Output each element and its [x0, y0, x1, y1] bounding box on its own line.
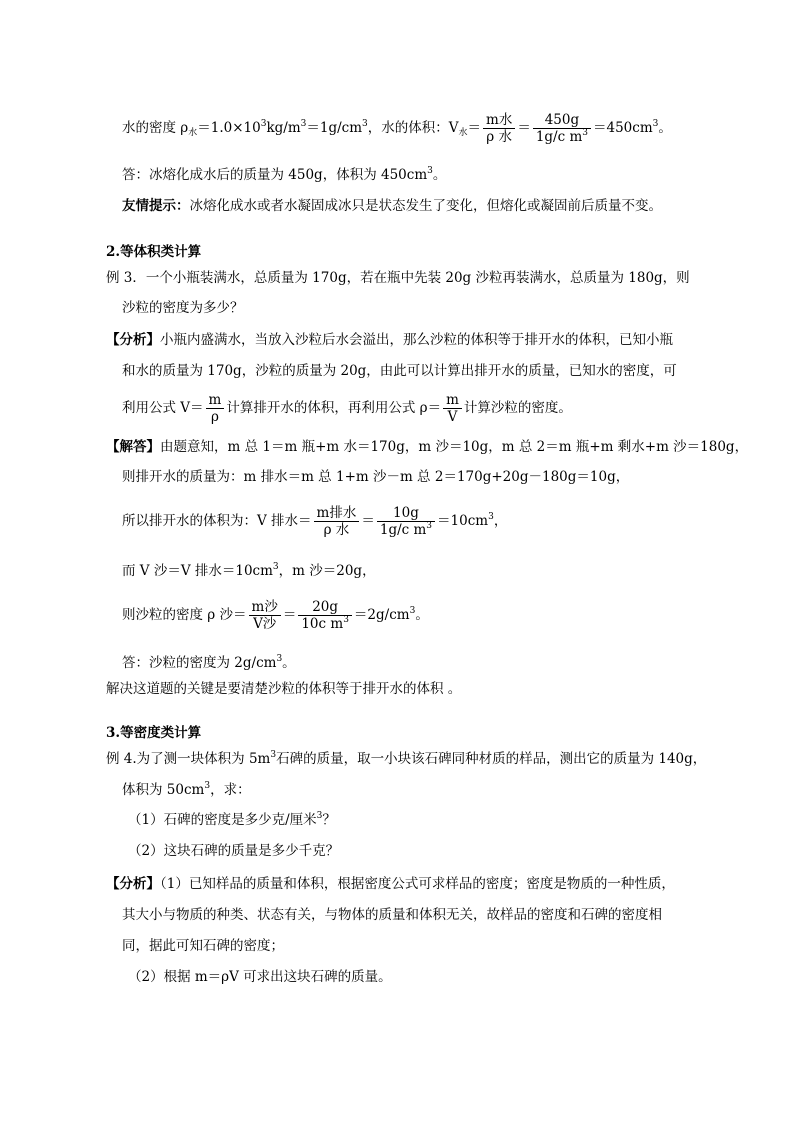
text: kg/m [266, 120, 301, 136]
analysis-label: 【分析】 [106, 876, 160, 892]
fraction-m-over-v [249, 599, 281, 632]
text: 答：沙粒的密度为 2g/cm [122, 655, 277, 671]
ice-answer [122, 165, 446, 185]
text: 由题意知，m 总 1＝m 瓶+m 水＝170g，m 沙＝10g，m 总 2＝m 瓶+m 剩水+m 沙＝180g， [160, 439, 749, 455]
text: ，m 沙＝20g， [278, 563, 376, 579]
example-4-line2 [122, 780, 251, 800]
denominator: ρ 水 [314, 521, 360, 538]
text: ，水的体积：V [367, 120, 459, 136]
water-density-line [122, 112, 672, 145]
superscript: 3 [204, 781, 211, 791]
numerator: m水 [486, 112, 513, 128]
fraction-mass-over-density [314, 505, 360, 538]
text: 例 4.为了测一块体积为 5m [106, 751, 271, 767]
numerator: m [208, 392, 222, 408]
text: （1）已知样品的质量和体积，根据密度公式可求样品的密度；密度是物质的一种性质， [160, 876, 675, 892]
solution-line2: 则排开水的质量为：m 排水＝m 总 1+m 沙－m 总 2＝170g+20g－180g＝10g， [122, 469, 630, 485]
numerator: 20g [312, 599, 339, 615]
superscript: 3 [343, 615, 349, 625]
fraction-m-over-rho [206, 392, 225, 425]
vsand-line [122, 561, 376, 581]
result: ＝10cm [437, 513, 489, 529]
tip-label: 友情提示： [122, 198, 190, 214]
example-3-line1: 例 3．一个小瓶装满水，总质量为 170g，若在瓶中先装 20g 沙粒再装满水，总质量为 180g，则 [106, 270, 690, 286]
text: 。 [415, 607, 429, 623]
question-2: （2）这块石碑的质量是多少千克？ [128, 843, 340, 859]
numerator: m排水 [316, 505, 357, 521]
example-4-line1 [106, 749, 706, 769]
section-heading-2: 2.等体积类计算 [106, 244, 202, 260]
text: 石碑的质量，取一小块该石碑同种材质的样品，测出它的质量为 140g， [276, 751, 707, 767]
analysis-4-line4: （2）根据 m＝ρV 可求出这块石碑的质量。 [128, 969, 392, 985]
superscript: 3 [427, 166, 433, 176]
equals: ＝ [467, 120, 482, 136]
superscript: 3 [426, 521, 433, 531]
text: ＝1.0×10 [197, 120, 261, 136]
solution-label: 【解答】 [106, 439, 160, 455]
denominator: V沙 [249, 615, 281, 632]
result: ＝450cm [593, 120, 653, 136]
text: 。 [282, 655, 296, 671]
friendly-tip [122, 196, 662, 216]
text: 水的密度 ρ [122, 120, 189, 136]
numerator: 10g [393, 505, 419, 521]
fraction-m-over-v [443, 392, 462, 425]
question-1 [128, 810, 336, 830]
superscript: 3 [300, 119, 307, 129]
text: 体积为 50cm [122, 782, 205, 798]
denominator [533, 128, 591, 145]
text: 。 [432, 167, 447, 183]
text: 计算排开水的体积，再利用公式 ρ＝ [226, 400, 442, 416]
den-text: 1g/c m [535, 129, 583, 145]
text: 所以排开水的体积为：V 排水＝ [122, 513, 312, 529]
text: ＝1g/cm [306, 120, 363, 136]
text: ，求： [210, 782, 251, 798]
denominator [377, 521, 435, 538]
analysis-line1 [106, 330, 673, 350]
denominator: ρ [206, 408, 225, 425]
result: ＝2g/cm [353, 607, 410, 623]
superscript: 3 [582, 128, 588, 138]
text: 而 V 沙＝V 排水＝10cm [122, 563, 273, 579]
subscript: 水 [188, 128, 198, 138]
fraction-value [533, 112, 591, 145]
superscript: 3 [409, 606, 416, 616]
denominator [298, 615, 352, 632]
analysis-line3 [122, 392, 572, 425]
numerator: m沙 [251, 599, 278, 615]
sand-answer [122, 653, 296, 673]
equals: ＝ [361, 513, 375, 529]
denominator: ρ 水 [483, 128, 515, 145]
denominator: V [443, 408, 462, 425]
den-text: 10c m [301, 616, 344, 632]
analysis-4-line2: 其大小与物质的种类、状态有关，与物体的质量和体积无关，故样品的密度和石碑的密度相 [122, 907, 662, 923]
analysis-line2: 和水的质量为 170g，沙粒的质量为 20g，由此可以计算出排开水的质量，已知水的密度，可 [122, 363, 677, 379]
equals: ＝ [282, 607, 297, 623]
superscript: 3 [362, 119, 368, 129]
analysis-4-line1 [106, 874, 675, 894]
text: 计算沙粒的密度。 [463, 400, 572, 416]
analysis-4-line3: 同，据此可知石碑的密度； [122, 938, 284, 954]
fraction-mass-over-density [483, 112, 515, 145]
text: 。 [658, 120, 672, 136]
superscript: 3 [272, 562, 279, 572]
text: 小瓶内盛满水，当放入沙粒后水会溢出，那么沙粒的体积等于排开水的体积，已知小瓶 [160, 332, 673, 348]
den-text: 1g/c m [379, 522, 427, 538]
superscript: 3 [260, 119, 267, 129]
volume-line [122, 504, 507, 538]
text: 利用公式 V＝ [122, 400, 204, 416]
numerator: m [446, 392, 459, 408]
text: （1）石碑的密度是多少克/厘米 [128, 812, 317, 828]
superscript: 3 [316, 811, 323, 821]
section-heading-3: 3.等密度类计算 [106, 725, 202, 741]
superscript: 3 [488, 512, 494, 522]
text: 则沙粒的密度 ρ 沙＝ [122, 607, 247, 623]
sand-density-line [122, 598, 429, 632]
key-point: 解决这道题的关键是要清楚沙粒的体积等于排开水的体积 。 [106, 681, 462, 697]
equals: ＝ [517, 120, 531, 136]
text: 答：冰熔化成水后的质量为 450g，体积为 450cm [122, 167, 428, 183]
superscript: 3 [652, 119, 659, 129]
solution-line1 [106, 437, 748, 457]
superscript: 3 [270, 750, 277, 760]
numerator: 450g [544, 112, 580, 128]
example-3-line2: 沙粒的密度为多少？ [122, 300, 244, 316]
subscript: 水 [458, 128, 468, 138]
fraction-value [377, 505, 435, 538]
fraction-value [298, 599, 352, 632]
tip-text: 冰熔化成水或者水凝固成冰只是状态发生了变化，但熔化或凝固前后质量不变。 [189, 198, 662, 214]
analysis-label: 【分析】 [106, 332, 160, 348]
superscript: 3 [276, 654, 283, 664]
text: ， [493, 513, 508, 529]
text: ？ [322, 812, 336, 828]
